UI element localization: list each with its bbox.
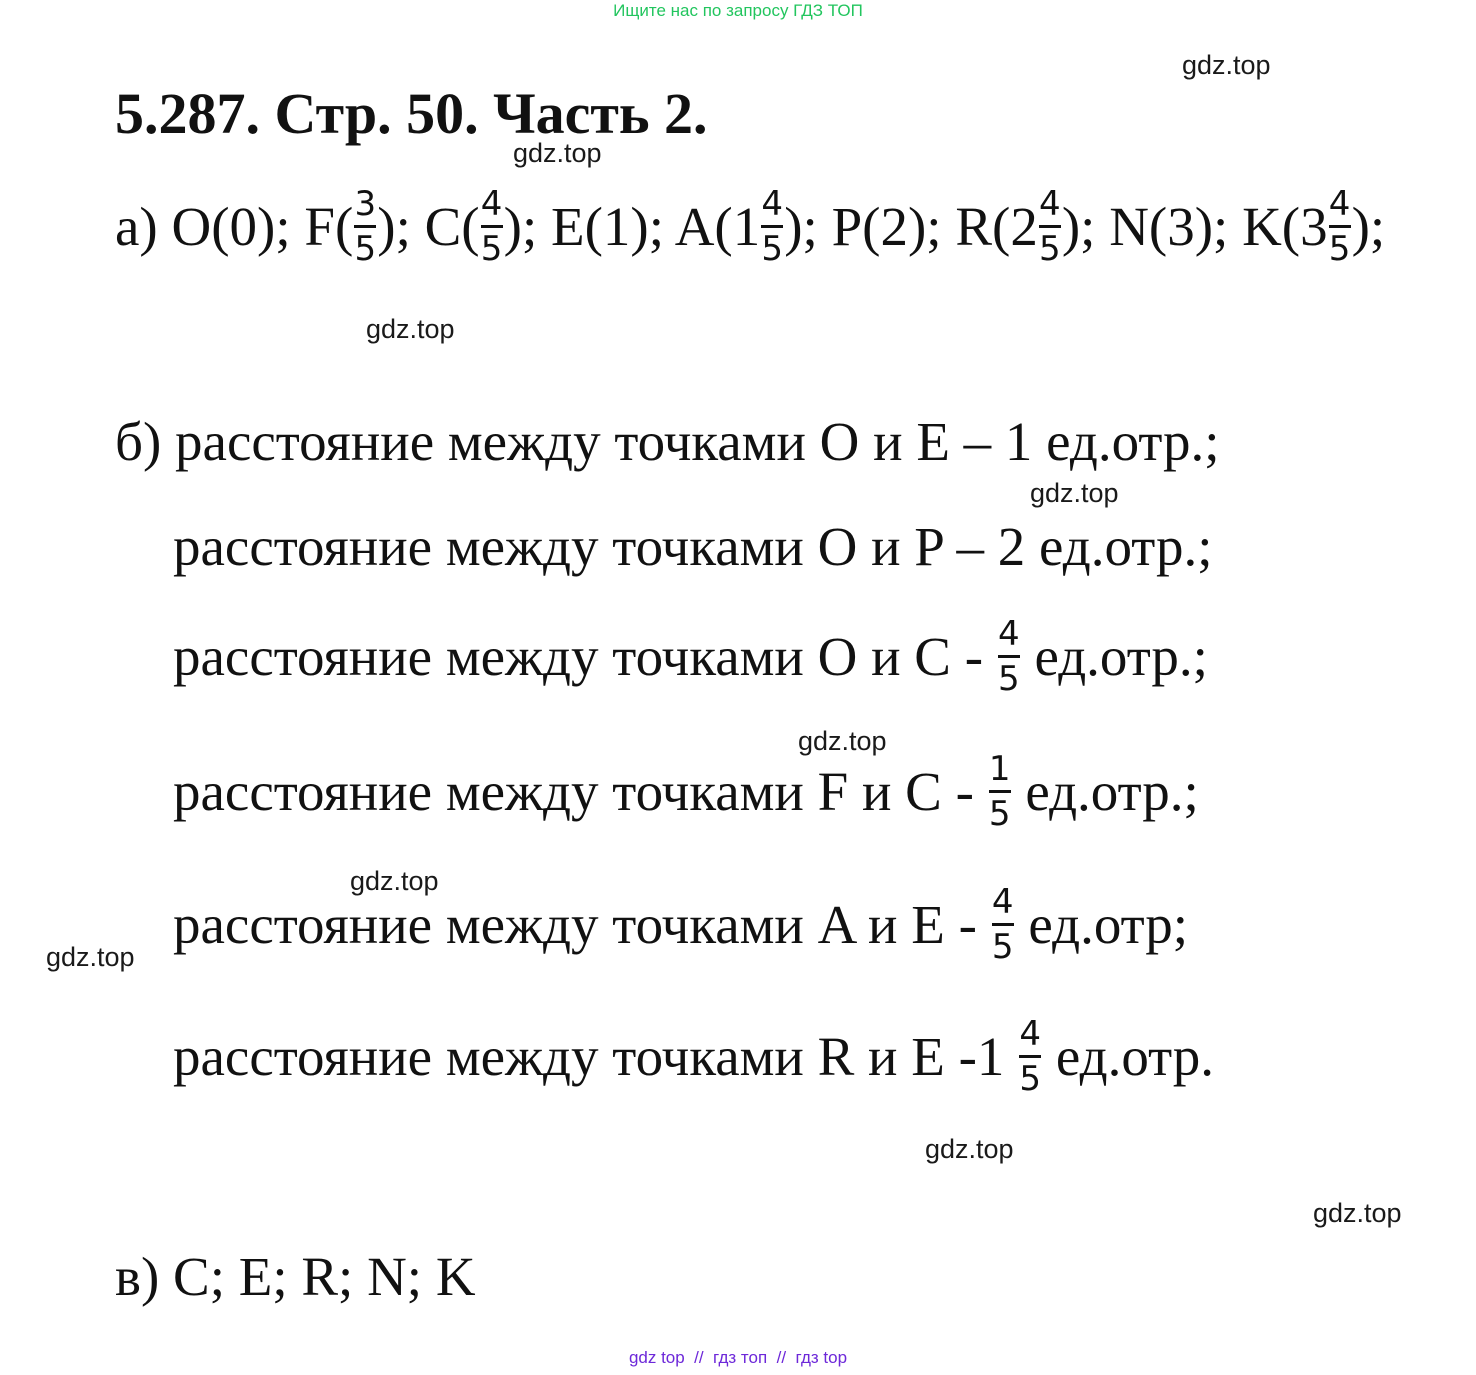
part-a-text: ); P(2); R(2 bbox=[784, 196, 1038, 257]
part-b-text: б) расстояние между точками O и E – 1 ед.отр.; bbox=[115, 411, 1220, 472]
part-b-text: расстояние между точками R и E -1 bbox=[173, 1026, 1005, 1087]
watermark: gdz.top bbox=[1182, 50, 1271, 80]
part-c-line bbox=[115, 1245, 476, 1308]
fraction: $\frac{4}{5}$ bbox=[480, 184, 503, 269]
fraction: $\frac{4}{5}$ bbox=[991, 882, 1014, 967]
watermark: gdz.top bbox=[1030, 478, 1119, 508]
footer-links: gdz top // гдз топ // гдз top bbox=[628, 1348, 848, 1367]
part-a-text: а) O(0); F( bbox=[115, 196, 354, 257]
fraction: $\frac{4}{5}$ bbox=[761, 184, 784, 269]
watermark: gdz.top bbox=[46, 942, 135, 972]
part-a-text: ); E(1); A(1 bbox=[503, 196, 761, 257]
part-b-unit: ед.отр; bbox=[1028, 894, 1189, 955]
part-b-line-3 bbox=[173, 615, 1208, 698]
fraction: $\frac{4}{5}$ bbox=[997, 614, 1020, 699]
part-a-text: ); C( bbox=[377, 196, 480, 257]
part-b-line-4 bbox=[173, 750, 1199, 833]
fraction: $\frac{1}{5}$ bbox=[988, 749, 1011, 834]
watermark: gdz.top bbox=[798, 726, 887, 756]
part-b-line-2 bbox=[173, 515, 1213, 578]
watermark: gdz.top bbox=[350, 866, 439, 896]
watermark: gdz.top bbox=[925, 1134, 1014, 1164]
part-b-unit: ед.отр. bbox=[1055, 1026, 1215, 1087]
page-title: 5.287. Стр. 50. Часть 2. bbox=[115, 81, 708, 146]
part-b-text: расстояние между точками O и C - bbox=[173, 626, 984, 687]
part-b-text: расстояние между точками O и P – 2 ед.отр.; bbox=[173, 516, 1213, 577]
part-a-text: ); bbox=[1351, 196, 1386, 257]
fraction: $\frac{4}{5}$ bbox=[1039, 184, 1061, 269]
fraction: $\frac{4}{5}$ bbox=[1328, 184, 1351, 269]
part-a-text: ); N(3); K(3 bbox=[1061, 196, 1328, 257]
part-b-unit: ед.отр.; bbox=[1034, 626, 1208, 687]
part-b-text: расстояние между точками A и E - bbox=[173, 894, 977, 955]
part-b-unit: ед.отр.; bbox=[1025, 761, 1199, 822]
part-b-line-5 bbox=[173, 883, 1188, 966]
part-b-line-6 bbox=[173, 1015, 1214, 1098]
watermark: gdz.top bbox=[1313, 1198, 1402, 1228]
fraction: $\frac{3}{5}$ bbox=[354, 184, 377, 269]
watermark: gdz.top bbox=[366, 314, 455, 344]
fraction: $\frac{4}{5}$ bbox=[1019, 1014, 1041, 1099]
watermark: gdz.top bbox=[513, 138, 602, 168]
top-banner: Ищите нас по запросу ГДЗ ТОП bbox=[613, 1, 863, 20]
part-b-text: расстояние между точками F и C - bbox=[173, 761, 974, 822]
part-c-text: в) C; E; R; N; K bbox=[115, 1246, 476, 1307]
part-b-line-1 bbox=[115, 410, 1220, 473]
part-a-line bbox=[115, 185, 1385, 268]
